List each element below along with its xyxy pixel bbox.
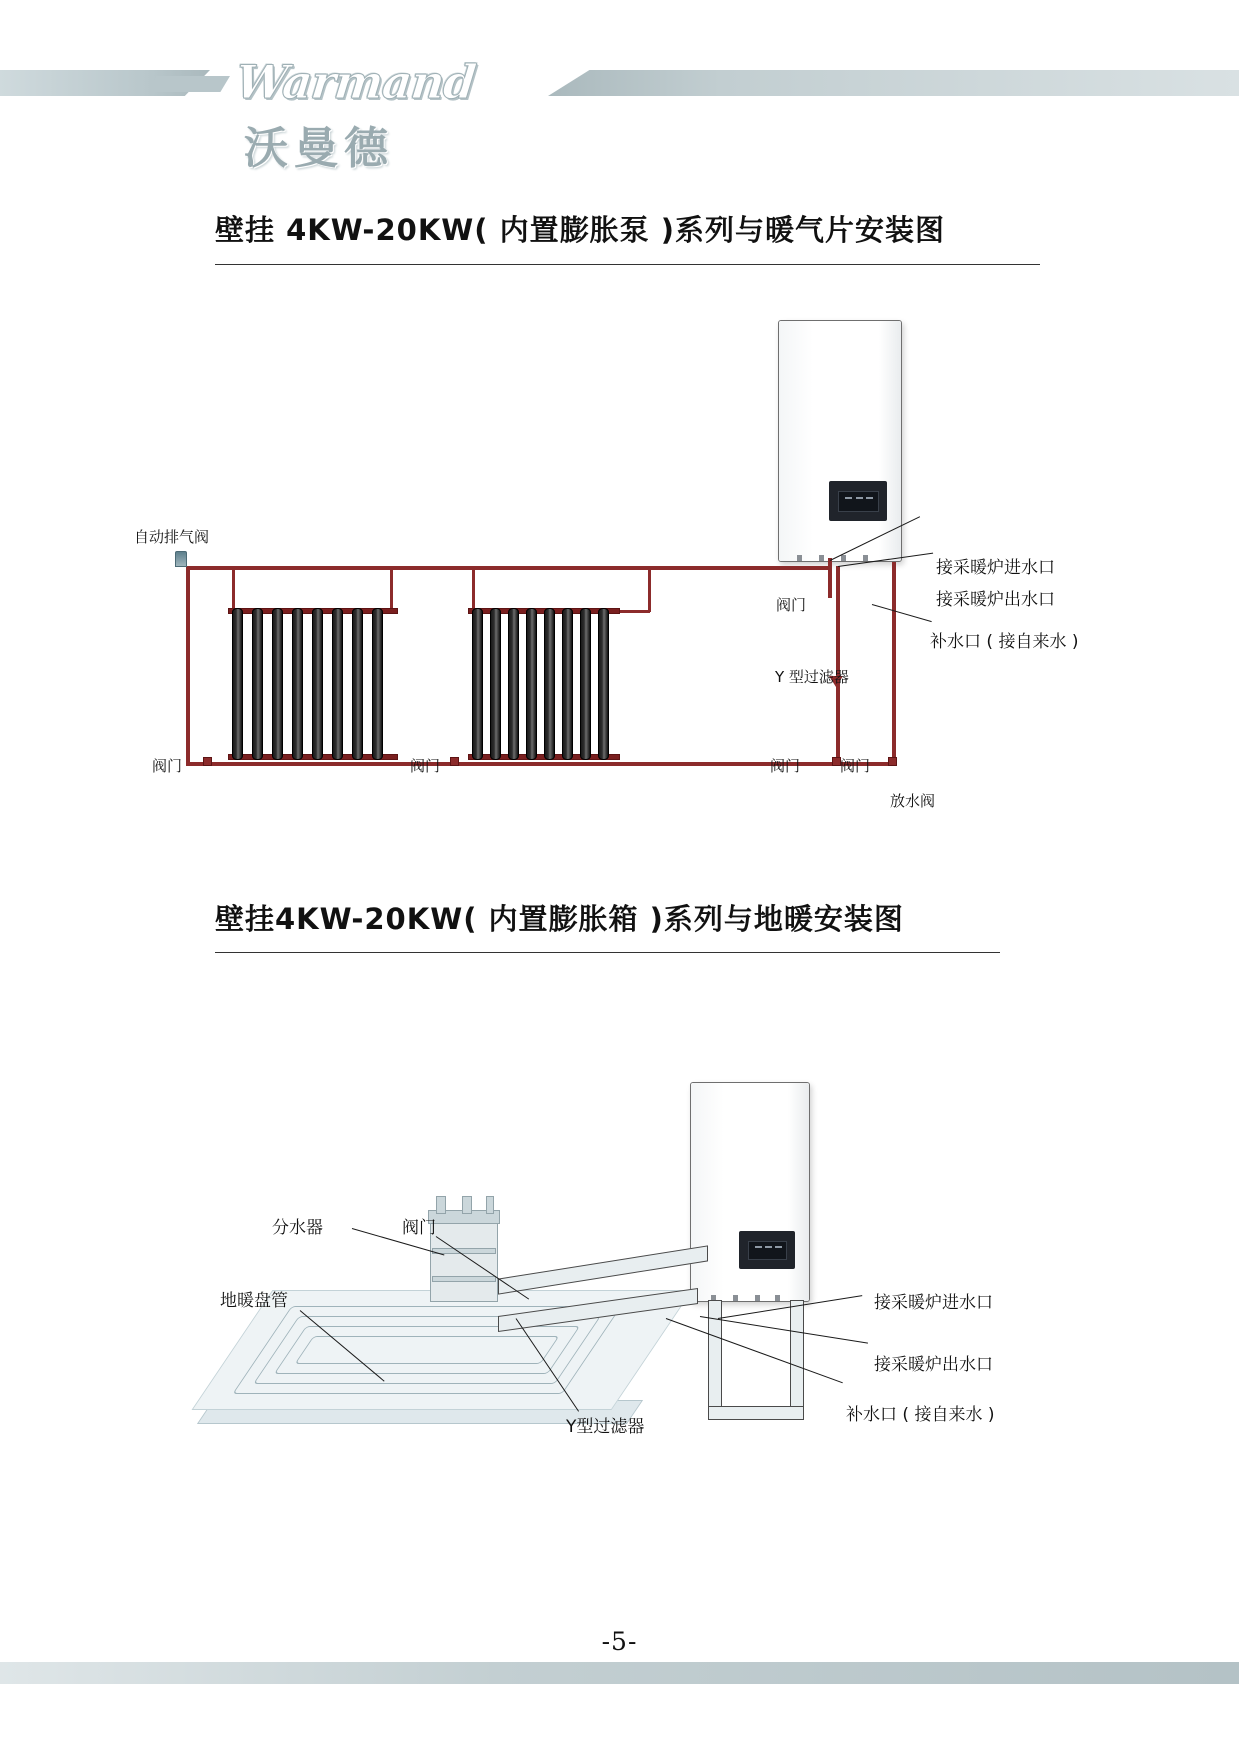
- boiler-bottom-port: [797, 555, 802, 562]
- radiator-fin: [490, 608, 501, 760]
- header-band: [0, 62, 1239, 106]
- section-title-floor: 壁挂4KW-20KW( 内置膨胀箱 )系列与地暖安装图: [215, 902, 904, 936]
- radiator-fin: [472, 608, 483, 760]
- duct-boiler-riser-b: [790, 1300, 804, 1420]
- boiler-bottom-port: [775, 1295, 780, 1302]
- pipe-rad1-feed2: [390, 566, 393, 612]
- valve-marker-rad-left: [203, 757, 212, 766]
- boiler-control-panel: [739, 1231, 795, 1269]
- boiler-left-shade: [691, 1083, 724, 1301]
- radiator-bank-right: [468, 608, 620, 760]
- label-valve-rad-right: 阀门: [410, 757, 441, 775]
- boiler-bottom-port: [755, 1295, 760, 1302]
- section-title-radiator: 壁挂 4KW-20KW( 内置膨胀泵 )系列与暖气片安装图: [215, 213, 945, 247]
- boiler-bottom-port: [841, 555, 846, 562]
- radiator-fin: [508, 608, 519, 760]
- boiler-right-shade: [879, 321, 901, 561]
- pipe-boiler-down: [828, 558, 832, 598]
- pipe-left-riser: [186, 566, 190, 766]
- boiler-display-screen: [838, 491, 878, 511]
- radiator-fin: [332, 608, 343, 760]
- valve-marker-rad-right: [450, 757, 459, 766]
- label-auto-vent: 自动排气阀: [134, 528, 210, 546]
- manifold-cabinet: [430, 1222, 498, 1302]
- boiler-display-segment: [866, 497, 873, 499]
- label-outlet-floor: 接采暖炉出水口: [874, 1355, 993, 1375]
- pipe-filter-branch: [836, 566, 840, 762]
- label-valve-filter-right: 阀门: [840, 757, 871, 775]
- header-band-right-shape: [548, 70, 1239, 96]
- section-rule-radiator: [215, 264, 1040, 265]
- radiator-fin: [352, 608, 363, 760]
- duct-boiler-base: [708, 1406, 804, 1420]
- label-refill-floor: 补水口 ( 接自来水 ): [846, 1405, 995, 1425]
- boiler-control-panel: [829, 481, 887, 521]
- label-drain-valve: 放水阀: [890, 792, 936, 810]
- boiler-unit-floor: [690, 1082, 810, 1302]
- radiator-fin: [562, 608, 573, 760]
- boiler-display-segment: [856, 497, 863, 499]
- boiler-display-screen: [748, 1241, 787, 1260]
- boiler-bottom-port: [733, 1295, 738, 1302]
- boiler-bottom-port: [819, 555, 824, 562]
- brand-logo-latin: Warmand: [233, 55, 478, 109]
- label-y-filter: Y 型过滤器: [775, 668, 849, 686]
- manifold-rail: [432, 1276, 496, 1282]
- leader-refill-floor: [666, 1318, 843, 1383]
- radiator-fin: [526, 608, 537, 760]
- radiator-fin: [252, 608, 263, 760]
- page-number: -5-: [601, 1627, 638, 1656]
- leader-refill: [872, 604, 932, 622]
- radiator-fin: [272, 608, 283, 760]
- manifold-riser: [462, 1196, 472, 1214]
- radiator-fin: [598, 608, 609, 760]
- pipe-top-supply: [186, 566, 830, 570]
- radiator-fin: [372, 608, 383, 760]
- boiler-unit-radiator: [778, 320, 902, 562]
- duct-supply-to-boiler: [498, 1245, 708, 1294]
- boiler-display-segment: [765, 1246, 772, 1248]
- pipe-rad2-feed2: [648, 566, 651, 612]
- label-valve-main: 阀门: [776, 596, 807, 614]
- pipe-rad2-feed: [472, 566, 475, 612]
- manifold-riser: [486, 1196, 494, 1214]
- radiator-fin: [312, 608, 323, 760]
- radiator-fin: [544, 608, 555, 760]
- label-outlet-radiator: 接采暖炉出水口: [936, 590, 1055, 610]
- radiator-fin: [580, 608, 591, 760]
- radiator-fin: [292, 608, 303, 760]
- footer-band: [0, 1662, 1239, 1684]
- manifold-riser: [436, 1196, 446, 1214]
- boiler-display-segment: [775, 1246, 782, 1248]
- label-valve-filter-left: 阀门: [770, 757, 801, 775]
- boiler-display-segment: [845, 497, 852, 499]
- label-valve-floor: 阀门: [402, 1218, 436, 1238]
- label-floor-coil: 地暖盘管: [220, 1291, 288, 1311]
- boiler-display-segment: [755, 1246, 762, 1248]
- label-inlet-radiator: 接采暖炉进水口: [936, 558, 1055, 578]
- valve-marker-filter-right: [888, 757, 897, 766]
- label-refill-radiator: 补水口 ( 接自来水 ): [930, 632, 1079, 652]
- auto-vent-valve-icon: [175, 551, 187, 567]
- label-valve-rad-left: 阀门: [152, 757, 183, 775]
- label-inlet-floor: 接采暖炉进水口: [874, 1293, 993, 1313]
- label-y-filter-floor: Y型过滤器: [566, 1417, 645, 1437]
- header-band-left-accent: [150, 76, 230, 92]
- radiator-fin: [232, 608, 243, 760]
- label-manifold: 分水器: [272, 1218, 323, 1238]
- boiler-left-shade: [779, 321, 813, 561]
- pipe-rad1-feed: [232, 566, 235, 612]
- section-rule-floor: [215, 952, 1000, 953]
- pipe-right-return: [892, 562, 896, 764]
- radiator-bank-left: [228, 608, 398, 760]
- brand-logo-chinese: 沃曼德: [244, 123, 394, 174]
